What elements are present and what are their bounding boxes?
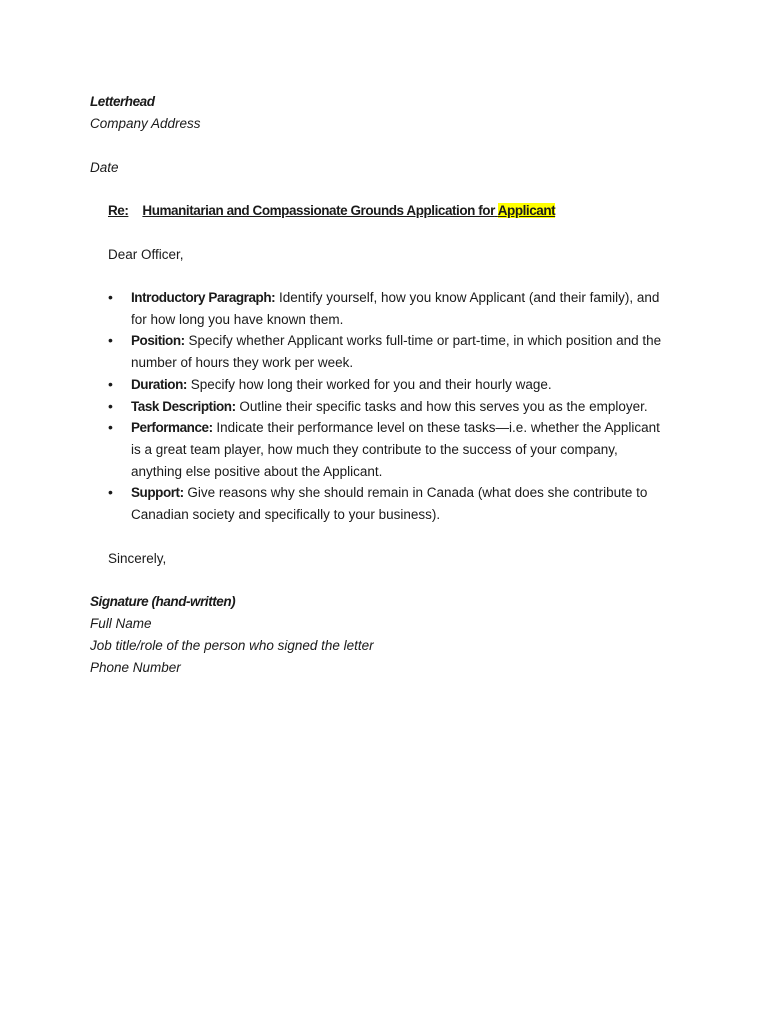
subject-highlight: Applicant [497,203,556,218]
bullet-term: Duration: [131,376,187,392]
bullet-list [108,287,668,526]
bullet-term: Performance: [131,420,213,436]
date: Date [90,160,119,175]
bullet-text: Specify whether Applicant works full-time or part-time, in which position and the number of hours they work per week. [131,333,662,371]
bullet-icon: • [108,397,113,414]
closing: Sincerely, [108,551,167,566]
subject-text: Humanitarian and Compassionate Grounds Application for [142,203,495,218]
bullet-term: Position: [131,333,185,349]
salutation: Dear Officer, [108,247,184,262]
list-item [108,287,668,330]
bullet-text: Give reasons why she should remain in Canada (what does she contribute to Canadian society and specifically to your business). [131,485,648,523]
full-name: Full Name [90,616,152,631]
list-item [108,330,668,373]
list-item [108,482,668,525]
company-address: Company Address [90,116,201,131]
phone-number: Phone Number [90,660,181,675]
bullet-term: Task Description: [131,398,236,414]
bullet-icon: • [108,289,113,305]
bullet-text: Indicate their performance level on these tasks—i.e. whether the Applicant is a great team player, how much they contribute to the success of your company, anything else positive about the Applicant. [131,420,660,479]
list-item [108,417,668,482]
bullet-icon: • [108,375,113,392]
bullet-icon: • [108,419,113,436]
bullet-icon: • [108,332,113,349]
letterhead: Letterhead [90,94,155,109]
re-prefix: Re: [108,203,129,218]
list-item [108,374,668,396]
bullet-term: Introductory Paragraph: [131,290,276,305]
list-item [108,396,668,418]
bullet-text: Specify how long their worked for you and their hourly wage. [190,376,552,392]
subject-line [108,200,555,222]
bullet-text: Identify yourself, how you know Applicant (and their family), and for how long you have known them. [131,290,660,327]
job-title: Job title/role of the person who signed the letter [90,638,374,653]
signature-label: Signature (hand-written) [90,594,236,609]
bullet-icon: • [108,484,113,501]
bullet-term: Support: [131,485,184,501]
bullet-text: Outline their specific tasks and how this serves you as the employer. [239,398,648,414]
